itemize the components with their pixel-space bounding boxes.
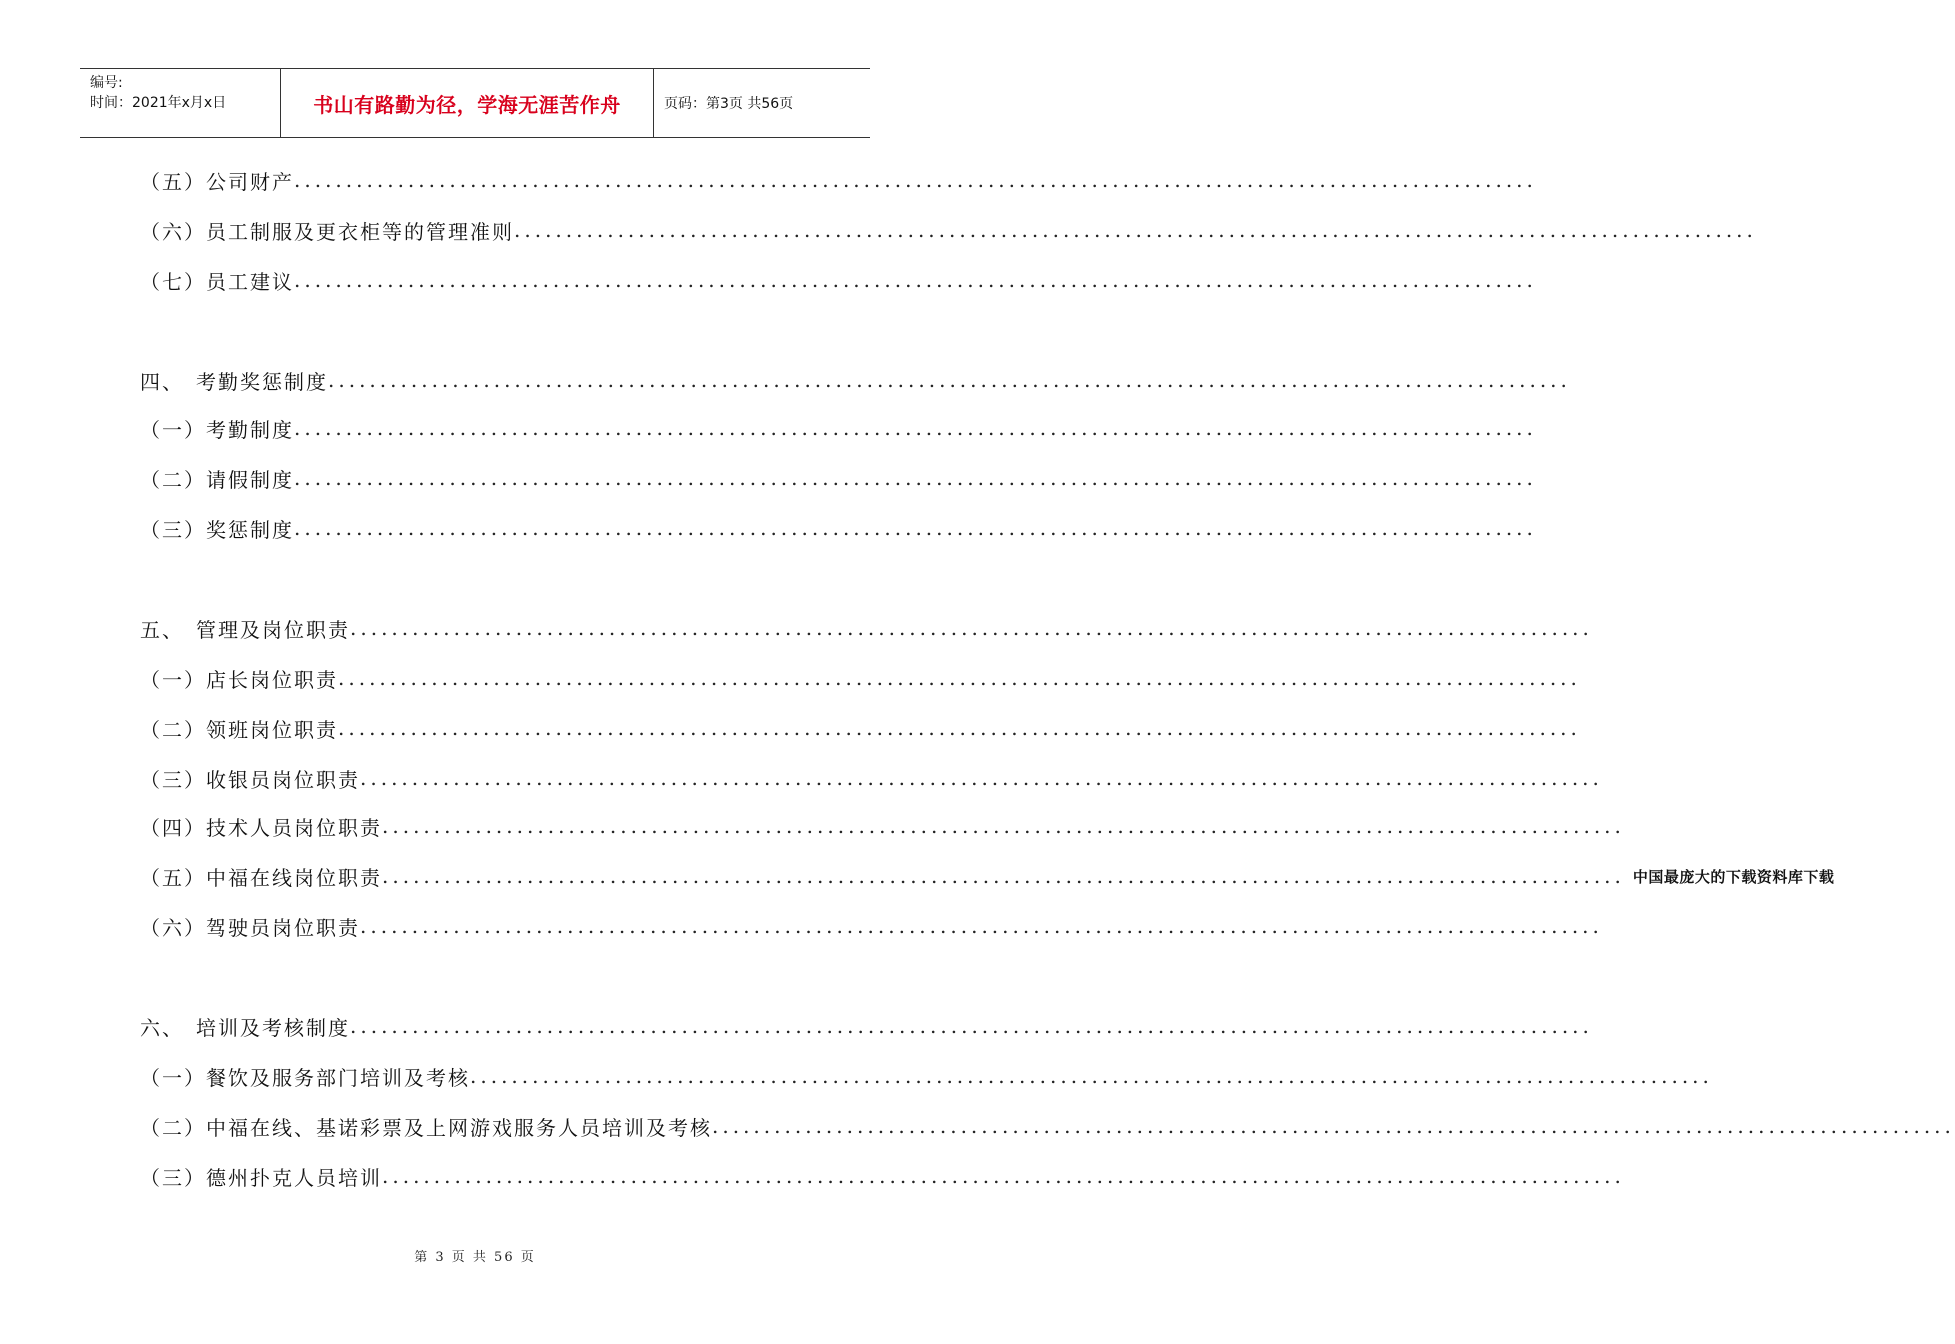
toc-leader-dots: ........................................................................................................................ — [294, 416, 1537, 440]
toc-leader-dots: ........................................................................................................................ — [382, 814, 1625, 838]
toc-entry[interactable] — [140, 1156, 1625, 1196]
toc-entry[interactable] — [140, 758, 1603, 798]
toc-leader-dots: ........................................................................................................................ — [360, 914, 1603, 938]
toc-leader-dots: ........................................................................................................................ — [470, 1064, 1713, 1088]
header-page-info: 页码：第3页 共56页 — [664, 96, 794, 112]
toc-entry[interactable] — [140, 658, 1581, 698]
toc-entry-number: （四） — [140, 815, 206, 840]
toc-entry-title: 培训及考核制度 — [196, 1015, 350, 1040]
toc-entry-number: （二） — [140, 1115, 206, 1140]
toc-entry-title: 奖惩制度 — [206, 517, 294, 542]
toc-entry-number: （六） — [140, 219, 206, 244]
toc-entry-title: 请假制度 — [206, 467, 294, 492]
toc-leader-dots: ........................................................................................................................ — [382, 1164, 1625, 1188]
toc-entry[interactable] — [140, 1056, 1713, 1096]
toc-entry[interactable] — [140, 260, 1537, 300]
toc-entry-title: 收银员岗位职责 — [206, 767, 360, 792]
toc-leader-dots: ........................................................................................................................ — [294, 516, 1537, 540]
header-motto: 书山有路勤为径，学海无涯苦作舟 — [281, 69, 654, 137]
toc-entry-number: （一） — [140, 1065, 206, 1090]
toc-entry-number: （一） — [140, 417, 206, 442]
toc-entry[interactable] — [140, 1106, 1955, 1146]
toc-entry-title: 考勤制度 — [206, 417, 294, 442]
toc-leader-dots: ........................................................................................................................ — [712, 1114, 1955, 1138]
document-header — [80, 68, 870, 138]
toc-entry-number: （一） — [140, 667, 206, 692]
toc-entry-number: （五） — [140, 169, 206, 194]
toc-entry[interactable] — [140, 408, 1537, 448]
toc-entry-number: 四、 — [140, 369, 184, 394]
toc-entry-number: （二） — [140, 717, 206, 742]
page-footer: 第 3 页 共 56 页 — [414, 1250, 536, 1265]
toc-entry[interactable] — [140, 1006, 1593, 1046]
toc-entry[interactable] — [140, 508, 1537, 548]
toc-leader-dots: ........................................................................................................................ — [360, 766, 1603, 790]
toc-entry-title: 德州扑克人员培训 — [206, 1165, 382, 1190]
toc-entry[interactable] — [140, 856, 1835, 896]
toc-entry[interactable] — [140, 608, 1593, 648]
toc-entry-title: 餐饮及服务部门培训及考核 — [206, 1065, 470, 1090]
toc-entry-title: 公司财产 — [206, 169, 294, 194]
toc-entry-number: （三） — [140, 767, 206, 792]
toc-entry-number: 六、 — [140, 1015, 184, 1040]
toc-entry-number: （五） — [140, 865, 206, 890]
toc-entry-title: 技术人员岗位职责 — [206, 815, 382, 840]
time-label: 时间：2021年x月x日 — [90, 95, 227, 111]
toc-leader-dots: ........................................................................................................................ — [350, 616, 1593, 640]
toc-entry[interactable] — [140, 210, 1757, 250]
toc-entry-title: 店长岗位职责 — [206, 667, 338, 692]
toc-entry-title: 考勤奖惩制度 — [196, 369, 328, 394]
toc-entry-number: 五、 — [140, 617, 184, 642]
toc-entry-number: （三） — [140, 1165, 206, 1190]
toc-leader-dots: ........................................................................................................................ — [338, 716, 1581, 740]
toc-entry-title: 员工制服及更衣柜等的管理准则 — [206, 219, 514, 244]
toc-entry[interactable] — [140, 458, 1537, 498]
toc-leader-dots: ........................................................................................................................ — [338, 666, 1581, 690]
toc-entry-number: （七） — [140, 269, 206, 294]
toc-leader-dots: ........................................................................................................................ — [294, 268, 1537, 292]
toc-leader-dots: ........................................................................................................................ — [382, 864, 1625, 888]
toc-entry[interactable] — [140, 360, 1571, 400]
toc-entry-title: 领班岗位职责 — [206, 717, 338, 742]
toc-entry-number: （六） — [140, 915, 206, 940]
header-meta — [80, 69, 281, 137]
toc-entry-title: 驾驶员岗位职责 — [206, 915, 360, 940]
toc-leader-dots: ........................................................................................................................ — [294, 466, 1537, 490]
toc-entry[interactable] — [140, 708, 1581, 748]
toc-entry[interactable] — [140, 160, 1537, 200]
toc-leader-dots: ........................................................................................................................ — [294, 168, 1537, 192]
toc-entry[interactable] — [140, 906, 1603, 946]
toc-entry-number: （三） — [140, 517, 206, 542]
toc-leader-dots: ........................................................................................................................ — [514, 218, 1757, 242]
number-label: 编号: — [90, 75, 123, 91]
toc-entry-title: 中福在线、基诺彩票及上网游戏服务人员培训及考核 — [206, 1115, 712, 1140]
toc-leader-dots: ........................................................................................................................ — [328, 368, 1571, 392]
toc-entry-title: 员工建议 — [206, 269, 294, 294]
toc-entry-title: 中福在线岗位职责 — [206, 865, 382, 890]
toc-leader-dots: ........................................................................................................................ — [350, 1014, 1593, 1038]
toc-entry-number: （二） — [140, 467, 206, 492]
toc-entry-title: 管理及岗位职责 — [196, 617, 350, 642]
toc-entry[interactable] — [140, 806, 1625, 846]
toc-entry-note: 中国最庞大的下载资料库下载 — [1632, 867, 1835, 886]
